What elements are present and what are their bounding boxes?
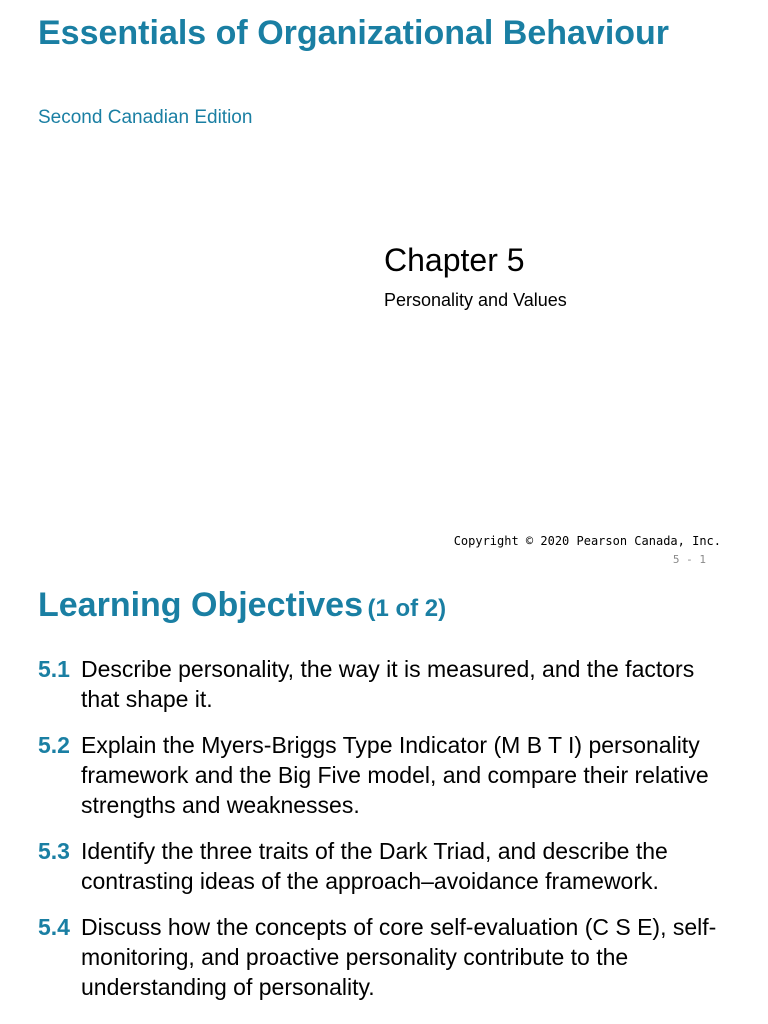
book-title: Essentials of Organizational Behaviour bbox=[38, 14, 670, 52]
slide-title-main: Learning Objectives bbox=[38, 586, 363, 624]
objective-number: 5.4 bbox=[38, 914, 70, 940]
edition-subtitle: Second Canadian Edition bbox=[38, 107, 253, 128]
slide-number: 5 - 1 bbox=[672, 553, 706, 566]
objective-text: Describe personality, the way it is measured, and the factors that shape it. bbox=[81, 656, 695, 712]
objective-text: Discuss how the concepts of core self-evaluation (C S E), self-monitoring, and proactive personality contribute to the understanding of personality. bbox=[81, 914, 717, 1000]
slide-title-suffix: (1 of 2) bbox=[367, 595, 447, 622]
objective-item bbox=[38, 912, 728, 1002]
copyright-notice: Copyright © 2020 Pearson Canada, Inc. bbox=[453, 534, 721, 548]
objective-number: 5.2 bbox=[38, 732, 70, 758]
objectives-list bbox=[38, 654, 728, 1018]
objective-text: Explain the Myers-Briggs Type Indicator (M B T I) personality framework and the Big Five model, and compare their relative strengths and weaknesses. bbox=[81, 732, 709, 818]
learning-objectives-slide bbox=[0, 576, 768, 1024]
chapter-heading: Chapter 5 bbox=[384, 242, 525, 278]
chapter-subtitle: Personality and Values bbox=[384, 290, 567, 310]
objective-text: Identify the three traits of the Dark Triad, and describe the contrasting ideas of the approach–avoidance framework. bbox=[81, 838, 668, 894]
objective-number: 5.3 bbox=[38, 838, 70, 864]
objective-number: 5.1 bbox=[38, 656, 70, 682]
objective-item bbox=[38, 836, 728, 896]
objective-item bbox=[38, 654, 728, 714]
objective-item bbox=[38, 730, 728, 820]
slide-title bbox=[38, 586, 446, 625]
